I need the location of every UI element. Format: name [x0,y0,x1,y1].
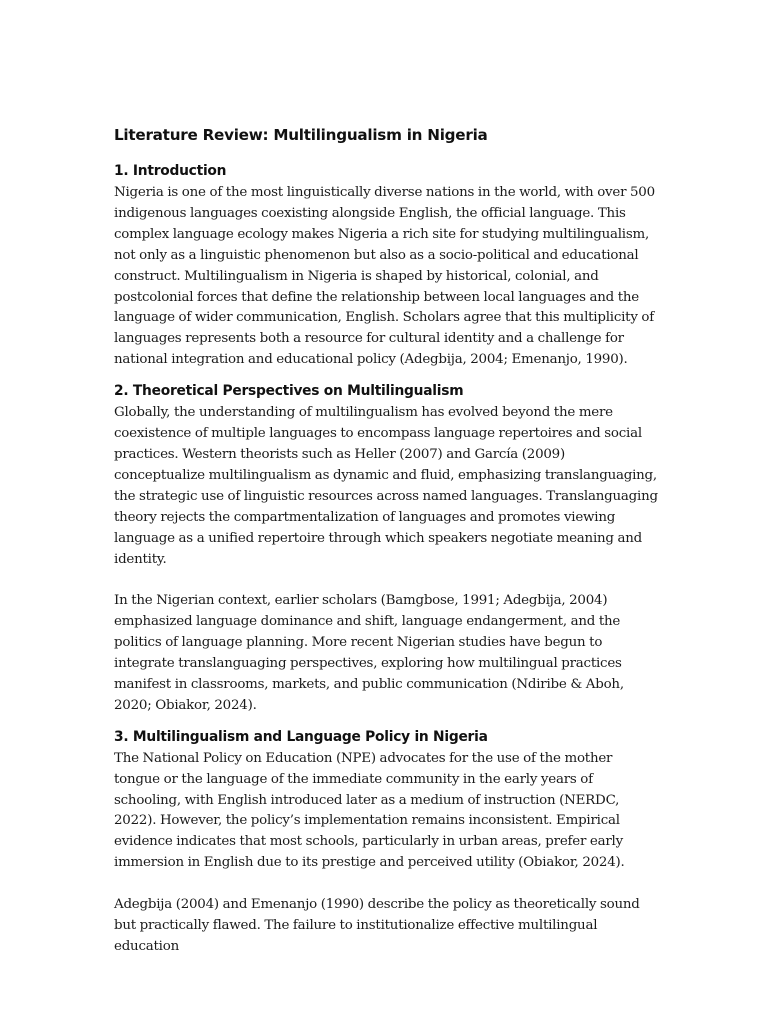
section-heading-theoretical-perspectives: 2. Theoretical Perspectives on Multilingualism [114,383,464,400]
paragraph-nigerian-context: In the Nigerian context, earlier scholars (Bamgbose, 1991; Adegbija, 2004) emphasized language dominance and shift, language endangerment, and the politics of language planning. More recent Nigerian studies have begun to integrate translanguaging perspectives, exploring how multilingual practices manifest in classrooms, markets, and public communication (Ndiribe & Aboh, 2020; Obiakor, 2024). [114,593,624,713]
section-theoretical-perspectives [114,381,659,717]
paragraph-introduction: Nigeria is one of the most linguistically diverse nations in the world, with over 500 indigenous languages coexisting alongside English, the official language. This complex language ecology makes Nigeria a rich site for studying multilingualism, not only as a linguistic phenomenon but also as a socio-political and educational construct. Multilingualism in Nigeria is shaped by historical, colonial, and postcolonial forces that define the relationship between local languages and the language of wider communication, English. Scholars agree that this multiplicity of languages represents both a resource for cultural identity and a challenge for national integration and educational policy (Adegbija, 2004; Emenanjo, 1990). [114,185,655,368]
section-introduction [114,161,659,371]
paragraph-policy-critique: Adegbija (2004) and Emenanjo (1990) describe the policy as theoretically sound but practically flawed. The failure to institutionalize effective multilingual education [114,897,640,954]
section-language-policy [114,727,659,958]
document-title: Literature Review: Multilingualism in Nigeria [114,126,488,144]
document-body [114,124,659,958]
section-heading-language-policy: 3. Multilingualism and Language Policy in Nigeria [114,728,488,745]
paragraph-spacer [114,570,659,591]
paragraph-spacer [114,874,659,895]
paragraph-global-theory: Globally, the understanding of multilingualism has evolved beyond the mere coexistence of multiple languages to encompass language repertoires and social practices. Western theorists such as Heller (2007) and García (2009) conceptualize multilingualism as dynamic and fluid, emphasizing translanguaging, the strategic use of linguistic resources across named languages. Translanguaging theory rejects the compartmentalization of languages and promotes viewing language as a unified repertoire through which speakers negotiate meaning and identity. [114,405,658,567]
section-heading-introduction: 1. Introduction [114,163,227,179]
paragraph-national-policy: The National Policy on Education (NPE) advocates for the use of the mother tongue or the language of the immediate community in the early years of schooling, with English introduced later as a medium of instruction (NERDC, 2022). However, the policy’s implementation remains inconsistent. Empirical evidence indicates that most schools, particularly in urban areas, prefer early immersion in English due to its prestige and perceived utility (Obiakor, 2024). [114,750,625,871]
